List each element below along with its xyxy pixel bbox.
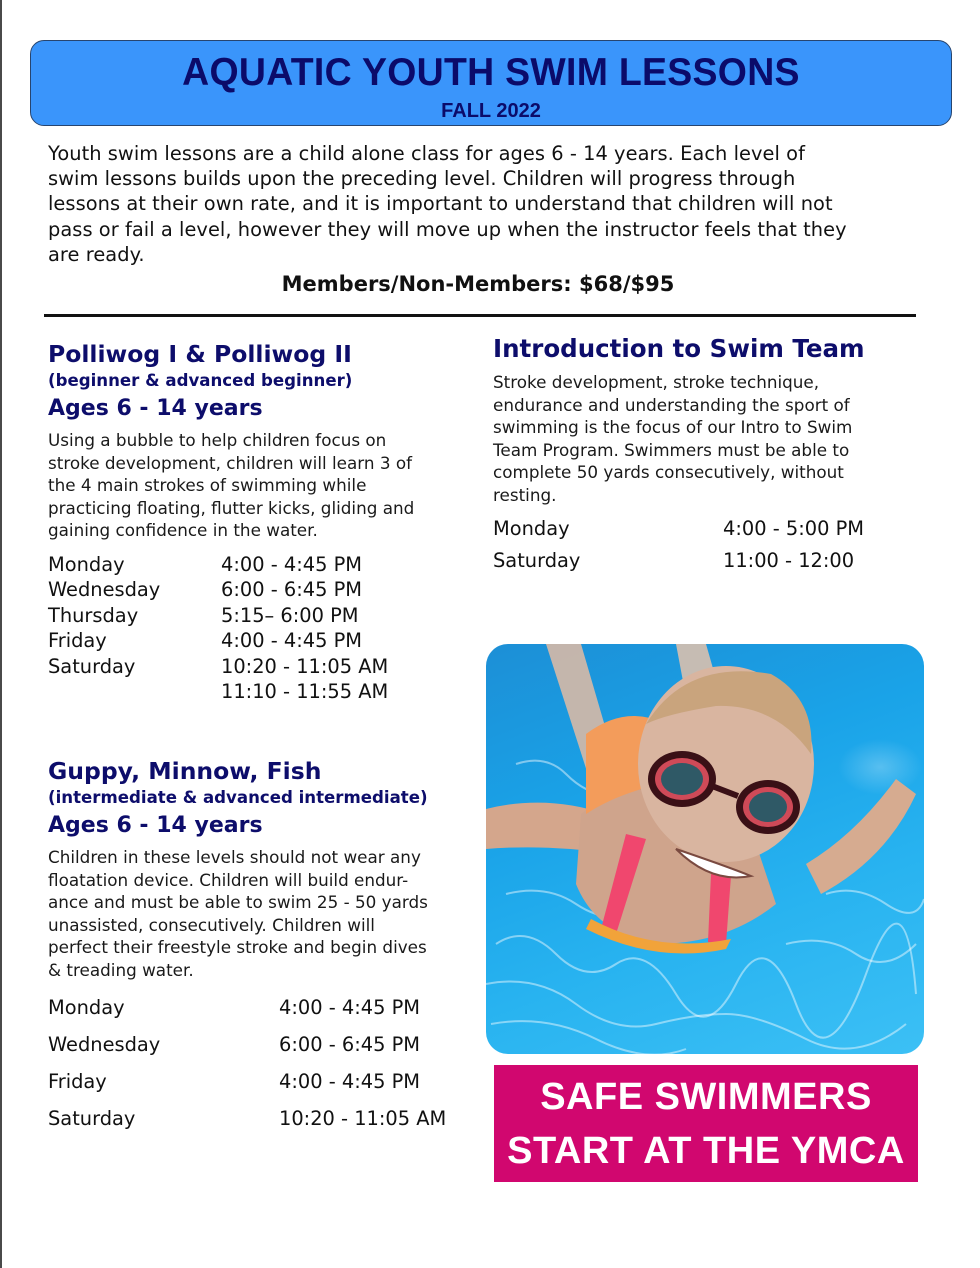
intro-line: lessons at their own rate, and it is important to understand that children will not	[48, 192, 833, 216]
schedule-row	[48, 1107, 478, 1144]
schedule-time: 11:00 - 12:00	[723, 549, 855, 572]
ymca-slogan-banner	[494, 1065, 918, 1182]
schedule-row	[48, 553, 468, 578]
description-line: unassisted, consecutively. Children will	[48, 914, 375, 935]
swim-team-schedule	[493, 517, 913, 581]
description-line: complete 50 yards consecutively, without	[493, 462, 844, 482]
description-line: gaining confidence in the water.	[48, 520, 318, 540]
polliwog-schedule	[48, 553, 468, 705]
schedule-time: 10:20 - 11:05 AM	[221, 654, 389, 678]
season-subtitle: FALL 2022	[441, 100, 541, 122]
intro-line: are ready.	[48, 242, 145, 266]
description-line: & treading water.	[48, 959, 194, 980]
schedule-row	[48, 655, 468, 680]
description-line: practicing floating, flutter kicks, gliding and	[48, 497, 415, 518]
description-line: resting.	[493, 484, 557, 505]
swimmer-photo	[486, 644, 924, 1054]
swim-team-description	[493, 371, 913, 506]
guppy-title: Guppy, Minnow, Fish	[48, 757, 322, 785]
guppy-level: (intermediate & advanced intermediate)	[48, 788, 428, 807]
intro-line: Youth swim lessons are a child alone class for ages 6 - 14 years. Each level of	[48, 142, 805, 165]
schedule-day: Saturday	[48, 1107, 136, 1130]
description-line: Stroke development, stroke technique,	[493, 372, 820, 392]
polliwog-title: Polliwog I & Polliwog II	[48, 340, 352, 368]
schedule-row	[48, 996, 478, 1033]
schedule-row	[48, 604, 468, 629]
polliwog-level: (beginner & advanced beginner)	[48, 371, 353, 390]
schedule-time: 10:20 - 11:05 AM	[279, 1107, 447, 1130]
schedule-day: Monday	[48, 553, 125, 576]
schedule-row	[48, 1070, 478, 1107]
schedule-time: 4:00 - 4:45 PM	[221, 553, 362, 576]
price-line: Members/Non-Members: $68/$95	[281, 272, 675, 296]
header-banner	[30, 40, 952, 126]
schedule-day: Thursday	[48, 603, 139, 627]
schedule-time: 6:00 - 6:45 PM	[279, 1033, 420, 1056]
schedule-row	[48, 680, 468, 705]
guppy-ages: Ages 6 - 14 years	[48, 813, 263, 838]
schedule-row	[493, 549, 913, 581]
schedule-day: Wednesday	[48, 1033, 161, 1056]
schedule-row	[48, 1033, 478, 1070]
intro-paragraph	[48, 141, 928, 267]
schedule-day: Monday	[493, 517, 570, 540]
schedule-day: Monday	[48, 996, 125, 1019]
schedule-time: 4:00 - 5:00 PM	[723, 517, 864, 540]
schedule-day: Wednesday	[48, 578, 161, 602]
schedule-time: 4:00 - 4:45 PM	[279, 1070, 420, 1093]
schedule-time: 11:10 - 11:55 AM	[221, 679, 389, 703]
description-line: Team Program. Swimmers must be able to	[493, 439, 850, 460]
page-title: AQUATIC YOUTH SWIM LESSONS	[182, 51, 800, 94]
swimmer-illustration	[486, 644, 924, 1054]
swim-team-title: Introduction to Swim Team	[493, 334, 865, 363]
description-line: the 4 main strokes of swimming while	[48, 475, 367, 495]
description-line: Using a bubble to help children focus on	[48, 430, 387, 450]
schedule-time: 5:15– 6:00 PM	[221, 603, 359, 627]
description-line: floatation device. Children will build endur-	[48, 869, 409, 890]
description-line: perfect their freestyle stroke and begin dives	[48, 937, 427, 957]
schedule-day: Friday	[48, 1070, 107, 1093]
schedule-time: 4:00 - 4:45 PM	[221, 629, 362, 653]
description-line: ance and must be able to swim 25 - 50 yards	[48, 892, 428, 912]
description-line: swimming is the focus of our Intro to Swim	[493, 417, 853, 437]
intro-line: swim lessons builds upon the preceding level. Children will progress through	[48, 167, 796, 191]
guppy-schedule	[48, 996, 478, 1144]
banner-line-1: SAFE SWIMMERS	[540, 1076, 872, 1118]
description-line: Children in these levels should not wear any	[48, 847, 421, 867]
description-line: endurance and understanding the sport of	[493, 394, 850, 415]
schedule-time: 6:00 - 6:45 PM	[221, 578, 362, 602]
polliwog-ages: Ages 6 - 14 years	[48, 396, 263, 421]
schedule-row	[48, 578, 468, 603]
schedule-time: 4:00 - 4:45 PM	[279, 996, 420, 1019]
schedule-row	[48, 629, 468, 654]
section-divider	[44, 314, 916, 317]
guppy-description	[48, 846, 478, 981]
description-line: stroke development, children will learn 3 of	[48, 452, 413, 473]
page-edge	[0, 0, 2, 1268]
intro-line: pass or fail a level, however they will move up when the instructor feels that they	[48, 217, 847, 241]
polliwog-description	[48, 429, 468, 542]
schedule-day: Friday	[48, 629, 107, 653]
schedule-day: Saturday	[48, 654, 136, 678]
schedule-row	[493, 517, 913, 549]
schedule-day: Saturday	[493, 549, 581, 572]
banner-line-2: START AT THE YMCA	[507, 1130, 905, 1172]
